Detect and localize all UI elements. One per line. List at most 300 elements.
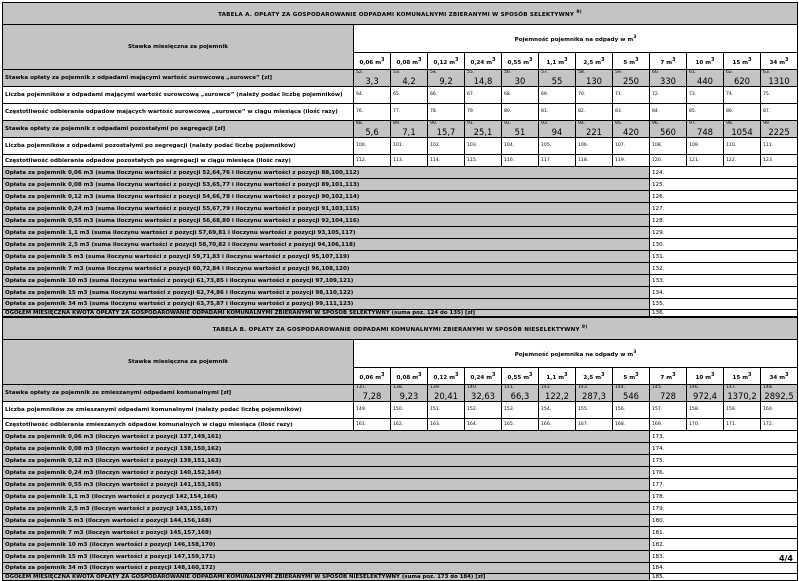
container-size	[650, 368, 687, 385]
rate-value: 330	[660, 76, 676, 86]
input-cell[interactable]	[354, 87, 391, 104]
container-size-label: 0,12 m	[433, 374, 456, 381]
input-cell[interactable]	[391, 138, 428, 155]
input-cell[interactable]	[761, 419, 798, 431]
position-number: 105.	[541, 143, 552, 148]
position-number: 65.	[393, 92, 401, 97]
fee-input[interactable]	[650, 527, 798, 539]
input-cell[interactable]	[465, 104, 502, 121]
input-cell[interactable]	[391, 402, 428, 419]
container-size-label: 0,06 m	[359, 59, 382, 66]
input-cell[interactable]	[576, 87, 613, 104]
position-number: 146.	[689, 385, 700, 390]
container-size	[354, 53, 391, 70]
table-title	[3, 318, 798, 340]
rate-cell	[465, 121, 502, 138]
fee-input[interactable]	[650, 299, 798, 310]
input-cell[interactable]	[687, 87, 724, 104]
position-number: 80.	[504, 109, 512, 114]
fee-input[interactable]	[650, 443, 798, 455]
position-number: 113.	[393, 157, 404, 163]
table-row	[3, 138, 798, 155]
input-cell[interactable]	[539, 138, 576, 155]
position-number: 183.	[652, 553, 665, 560]
rate-cell	[687, 70, 724, 87]
fee-label-text: Opłata za pojemnik 0,55 m3 (iloczyn wartości z pozycji 141,153,165)	[5, 481, 222, 488]
input-cell[interactable]	[465, 402, 502, 419]
fee-input[interactable]	[650, 179, 798, 191]
input-cell[interactable]	[724, 104, 761, 121]
fee-label	[3, 215, 650, 227]
position-number: 111.	[763, 143, 774, 148]
position-number: 90.	[430, 121, 438, 126]
row-label	[3, 402, 354, 419]
position-number: 150.	[393, 407, 404, 412]
container-size	[761, 53, 798, 70]
fee-label	[3, 479, 650, 491]
rate-value: 1054	[731, 127, 753, 137]
input-cell[interactable]	[724, 402, 761, 419]
position-number: 108.	[652, 143, 663, 148]
position-number: 125.	[652, 181, 665, 188]
fee-input[interactable]	[650, 491, 798, 503]
input-cell[interactable]	[354, 155, 391, 167]
fee-label	[3, 563, 650, 574]
position-number: 169.	[652, 421, 663, 427]
position-number: 167.	[578, 421, 589, 427]
fee-row	[3, 191, 798, 203]
container-size-label: 1,1 m	[546, 374, 565, 381]
fee-label	[3, 251, 650, 263]
input-cell[interactable]	[576, 419, 613, 431]
position-number: 104.	[504, 143, 515, 148]
position-number: 177.	[652, 481, 665, 488]
input-cell[interactable]	[724, 419, 761, 431]
position-number: 157.	[652, 407, 663, 412]
rate-value: 3,3	[365, 76, 379, 86]
container-size	[687, 53, 724, 70]
fee-row	[3, 167, 798, 179]
input-cell[interactable]	[613, 155, 650, 167]
fee-row	[3, 179, 798, 191]
position-number: 85.	[689, 109, 697, 114]
capacity-header-text: Pojemność pojemnika na odpady w m	[514, 351, 634, 358]
input-cell[interactable]	[428, 138, 465, 155]
rate-value: 620	[734, 76, 750, 86]
fee-row	[3, 431, 798, 443]
row-label-text: Stawka opłaty za pojemnik z odpadami mającymi wartość surowcową „surowce” [zł]	[5, 75, 273, 81]
position-number: 126.	[652, 193, 665, 200]
fee-label	[3, 551, 650, 563]
fee-label-text: Opłata za pojemnik 2,5 m3 (iloczyn wartości z pozycji 143,155,167)	[5, 505, 218, 512]
input-cell[interactable]	[576, 138, 613, 155]
rate-cell	[428, 385, 465, 402]
container-size-label: 7 m	[660, 59, 673, 66]
fee-input[interactable]	[650, 287, 798, 299]
input-cell[interactable]	[724, 155, 761, 167]
fee-input[interactable]	[650, 227, 798, 239]
input-cell[interactable]	[613, 402, 650, 419]
rate-cell	[576, 70, 613, 87]
input-cell[interactable]	[613, 104, 650, 121]
position-number: 70.	[578, 92, 586, 97]
fee-label	[3, 539, 650, 551]
position-number: 110.	[726, 143, 737, 148]
input-cell[interactable]	[391, 87, 428, 104]
position-number: 155.	[578, 407, 589, 412]
position-number: 72.	[652, 92, 660, 97]
fee-label	[3, 263, 650, 275]
fee-label	[3, 227, 650, 239]
fee-label-text: Opłata za pojemnik 10 m3 (iloczyn wartości z pozycji 146,158,170)	[5, 541, 216, 548]
input-cell[interactable]	[650, 104, 687, 121]
fee-label-text: Opłata za pojemnik 7 m3 (iloczyn wartości z pozycji 145,157,169)	[5, 529, 212, 536]
position-number: 160.	[763, 407, 774, 412]
rate-value: 2225	[768, 127, 790, 137]
position-number: 142.	[541, 385, 552, 390]
input-cell[interactable]	[502, 138, 539, 155]
rate-cell	[613, 385, 650, 402]
position-number: 64.	[356, 92, 364, 97]
position-number: 133.	[652, 277, 665, 284]
container-size	[761, 368, 798, 385]
fee-label	[3, 203, 650, 215]
fee-label-text: Opłata za pojemnik 0,12 m3 (suma iloczynu wartości z pozycji 54,66,78 i iloczynu wartości z pozycji 90,102,114)	[5, 193, 360, 200]
position-number: 114.	[430, 157, 441, 163]
position-number: 161.	[356, 421, 367, 427]
fee-row	[3, 275, 798, 287]
input-cell[interactable]	[650, 155, 687, 167]
rate-value: 7,28	[362, 391, 382, 401]
total-label	[3, 574, 650, 581]
rate-value: 287,3	[582, 391, 606, 401]
input-cell[interactable]	[502, 87, 539, 104]
fee-label	[3, 179, 650, 191]
input-cell[interactable]	[576, 155, 613, 167]
input-cell[interactable]	[576, 104, 613, 121]
position-number: 121.	[689, 157, 700, 163]
rate-cell	[576, 385, 613, 402]
fee-input[interactable]	[650, 263, 798, 275]
position-number: 168.	[615, 421, 626, 427]
input-cell[interactable]	[428, 419, 465, 431]
input-cell[interactable]	[354, 419, 391, 431]
table-title-text: TABELA B. OPŁATY ZA GOSPODAROWANIE ODPADAMI KOMUNALNYMI ZBIERANYMI W SPOSÓB NIESELEKTYWNY	[212, 326, 580, 333]
fee-label-text: Opłata za pojemnik 5 m3 (iloczyn wartości z pozycji 144,156,168)	[5, 517, 212, 524]
container-size-unit: 3	[711, 56, 715, 63]
position-number: 159.	[726, 407, 737, 412]
position-number: 83.	[615, 109, 623, 114]
fee-input[interactable]	[650, 503, 798, 515]
fee-row	[3, 551, 798, 563]
table-row	[3, 419, 798, 431]
fee-label	[3, 515, 650, 527]
position-number: 165.	[504, 421, 515, 427]
fee-input[interactable]	[650, 215, 798, 227]
input-cell[interactable]	[391, 155, 428, 167]
position-number: 54.	[430, 70, 438, 75]
rate-cell	[354, 70, 391, 87]
position-number: 91.	[467, 121, 475, 126]
capacity-header	[354, 340, 798, 368]
input-cell[interactable]	[428, 155, 465, 167]
container-size-unit: 3	[529, 371, 533, 378]
position-number: 101.	[393, 143, 404, 148]
fee-label	[3, 527, 650, 539]
position-number: 135.	[652, 301, 665, 307]
position-number: 124.	[652, 169, 665, 176]
input-cell[interactable]	[613, 87, 650, 104]
fee-label-text: Opłata za pojemnik 0,55 m3 (suma iloczynu wartości z pozycji 56,68,80 i iloczynu wartości z pozycji 92,104,116)	[5, 217, 360, 224]
position-number: 171.	[726, 421, 737, 427]
input-cell[interactable]	[687, 419, 724, 431]
table-b	[2, 317, 798, 581]
fee-input[interactable]	[650, 275, 798, 287]
fee-label	[3, 467, 650, 479]
container-size-label: 0,12 m	[433, 59, 456, 66]
input-cell[interactable]	[576, 402, 613, 419]
fee-row	[3, 563, 798, 574]
container-size-label: 2,5 m	[583, 374, 602, 381]
input-cell[interactable]	[613, 419, 650, 431]
fee-input[interactable]	[650, 239, 798, 251]
rate-cell	[724, 385, 761, 402]
container-size	[613, 53, 650, 70]
total-input[interactable]	[650, 574, 798, 581]
position-number: 170.	[689, 421, 700, 427]
total-label-text: OGÓŁEM MIESIĘCZNA KWOTA OPŁATY ZA GOSPODAROWANIE ODPADAMI KOMUNALNYMI ZBIERANYMI W SPOSÓB SELEKTYWNY (suma poz. 124 do 135) [zł]	[5, 310, 476, 316]
fee-input[interactable]	[650, 191, 798, 203]
fee-input[interactable]	[650, 167, 798, 179]
fee-input[interactable]	[650, 251, 798, 263]
input-cell[interactable]	[724, 87, 761, 104]
rate-value: 748	[697, 127, 713, 137]
total-input[interactable]	[650, 310, 798, 317]
row-label	[3, 138, 354, 155]
container-size-unit: 3	[455, 371, 459, 378]
input-cell[interactable]	[539, 87, 576, 104]
input-cell[interactable]	[428, 87, 465, 104]
input-cell[interactable]	[650, 87, 687, 104]
container-size-unit: 3	[785, 56, 789, 63]
container-size-unit: 3	[635, 56, 639, 63]
position-number: 138.	[393, 385, 404, 390]
fee-row	[3, 467, 798, 479]
container-size-label: 0,24 m	[470, 59, 493, 66]
position-number: 107.	[615, 143, 626, 148]
rate-value: 94	[551, 127, 563, 137]
position-number: 87.	[763, 109, 771, 114]
fee-row	[3, 287, 798, 299]
input-cell[interactable]	[539, 402, 576, 419]
fee-label-text: Opłata za pojemnik 34 m3 (iloczyn wartości z pozycji 148,160,172)	[5, 565, 216, 571]
input-cell[interactable]	[613, 138, 650, 155]
input-cell[interactable]	[354, 104, 391, 121]
fee-input[interactable]	[650, 515, 798, 527]
container-size	[576, 53, 613, 70]
input-cell[interactable]	[391, 419, 428, 431]
rate-value: 546	[623, 391, 639, 401]
total-label-text: OGÓŁEM MIESIĘCZNA KWOTA OPŁATY ZA GOSPODAROWANIE ODPADAMI KOMUNALNYMI ZBIERANYMI W SPOSÓB NIESELEKTYWNY (suma poz. 173 do 184) [zł]	[5, 574, 486, 580]
input-cell[interactable]	[465, 87, 502, 104]
row-label-text: Stawka opłaty za pojemnik z odpadami pozostałymi po segregacji [zł]	[5, 126, 226, 132]
position-number: 156.	[615, 407, 626, 412]
container-size-unit: 3	[601, 371, 605, 378]
rate-value: 440	[697, 76, 713, 86]
fee-label-text: Opłata za pojemnik 15 m3 (iloczyn wartości z pozycji 147,159,171)	[5, 553, 216, 560]
fee-row	[3, 215, 798, 227]
input-cell[interactable]	[761, 402, 798, 419]
form-sheet	[2, 2, 797, 581]
input-cell[interactable]	[687, 155, 724, 167]
total-row	[3, 310, 798, 317]
input-cell[interactable]	[428, 402, 465, 419]
input-cell[interactable]	[687, 104, 724, 121]
container-size	[391, 368, 428, 385]
input-cell[interactable]	[465, 419, 502, 431]
input-cell[interactable]	[502, 419, 539, 431]
position-number: 84.	[652, 109, 660, 114]
input-cell[interactable]	[761, 87, 798, 104]
rate-cell	[502, 70, 539, 87]
position-number: 123.	[763, 157, 774, 163]
input-cell[interactable]	[502, 155, 539, 167]
rate-cell	[761, 70, 798, 87]
container-size-unit: 3	[418, 56, 422, 63]
container-size	[539, 53, 576, 70]
container-size	[613, 368, 650, 385]
footnote-ref: 9)	[581, 324, 588, 330]
position-number: 184.	[652, 565, 665, 571]
fee-label-text: Opłata za pojemnik 34 m3 (suma iloczynu wartości z pozycji 63,75,87 i iloczynu wartości z pozycji 99,111,123)	[5, 301, 354, 307]
fee-label-text: Opłata za pojemnik 1,1 m3 (iloczyn wartości z pozycji 142,154,166)	[5, 493, 218, 500]
position-number: 82.	[578, 109, 586, 114]
page-number: 4/4	[778, 554, 793, 563]
container-size	[687, 368, 724, 385]
container-size-unit: 3	[529, 56, 533, 63]
fee-label	[3, 503, 650, 515]
rate-value: 51	[514, 127, 526, 137]
fee-label-text: Opłata za pojemnik 0,24 m3 (iloczyn wartości z pozycji 140,152,164)	[5, 469, 222, 476]
rate-cell	[539, 70, 576, 87]
position-number: 76.	[356, 109, 364, 114]
rate-cell	[391, 385, 428, 402]
table-title-text: TABELA A. OPŁATY ZA GOSPODAROWANIE ODPADAMI KOMUNALNYMI ZBIERANYMI W SPOSÓB SELEKTYWNY	[218, 11, 575, 18]
input-cell[interactable]	[761, 104, 798, 121]
container-size-label: 0,24 m	[470, 374, 493, 381]
fee-input[interactable]	[650, 431, 798, 443]
table-title	[3, 3, 798, 25]
row-label-text: Liczba pojemników ze zmieszanymi odpadami komunalnymi (należy podać liczbę pojemników)	[5, 407, 302, 413]
row-label	[3, 385, 354, 402]
fee-label	[3, 191, 650, 203]
fee-input[interactable]	[650, 563, 798, 574]
position-number: 149.	[356, 407, 367, 412]
row-label-text: Częstotliwość odbierania odpadów pozostałych po segregacji w ciągu miesiąca (ilość razy)	[5, 157, 291, 164]
fee-input[interactable]	[650, 479, 798, 491]
fee-input[interactable]	[650, 551, 798, 563]
input-cell[interactable]	[354, 138, 391, 155]
position-number: 178.	[652, 493, 665, 500]
fee-row	[3, 299, 798, 310]
position-number: 95.	[615, 121, 623, 126]
rate-cell	[428, 121, 465, 138]
input-cell[interactable]	[539, 155, 576, 167]
position-number: 181.	[652, 529, 665, 536]
container-size	[650, 53, 687, 70]
input-cell[interactable]	[650, 138, 687, 155]
input-cell[interactable]	[650, 402, 687, 419]
input-cell[interactable]	[502, 402, 539, 419]
rate-cell	[391, 70, 428, 87]
rate-value: 32,63	[471, 391, 495, 401]
rate-cell	[687, 121, 724, 138]
rate-cell	[539, 385, 576, 402]
position-number: 74.	[726, 92, 734, 97]
position-number: 57.	[541, 70, 549, 75]
input-cell[interactable]	[539, 419, 576, 431]
container-size-unit: 3	[711, 371, 715, 378]
row-label-text: Częstotliwość odbierania zmieszanych odpadów komunalnych w ciągu miesiąca (ilość razy)	[5, 421, 293, 428]
position-number: 61.	[689, 70, 697, 75]
input-cell[interactable]	[761, 155, 798, 167]
input-cell[interactable]	[391, 104, 428, 121]
rate-cell	[465, 70, 502, 87]
fee-label-text: Opłata za pojemnik 5 m3 (suma iloczynu wartości z pozycji 59,71,83 i iloczynu wartości z pozycji 95,107,119)	[5, 253, 350, 260]
position-number: 94.	[578, 121, 586, 126]
input-cell[interactable]	[687, 138, 724, 155]
table-row	[3, 104, 798, 121]
rate-value: 1370,2	[727, 391, 757, 401]
total-label	[3, 310, 650, 317]
container-size-unit: 3	[418, 371, 422, 378]
input-cell[interactable]	[724, 138, 761, 155]
fee-input[interactable]	[650, 203, 798, 215]
row-label	[3, 155, 354, 167]
container-size-label: 0,08 m	[396, 374, 419, 381]
position-number: 151.	[430, 407, 441, 412]
container-size-unit: 3	[492, 371, 496, 378]
position-number: 122.	[726, 157, 737, 163]
container-size-label: 10 m	[695, 374, 712, 381]
position-number: 176.	[652, 469, 665, 476]
input-cell[interactable]	[539, 104, 576, 121]
position-number: 166.	[541, 421, 552, 427]
fee-input[interactable]	[650, 539, 798, 551]
rate-value: 55	[551, 76, 563, 86]
fee-row	[3, 203, 798, 215]
fee-input[interactable]	[650, 455, 798, 467]
container-size	[502, 368, 539, 385]
rate-cell	[613, 70, 650, 87]
fee-input[interactable]	[650, 467, 798, 479]
input-cell[interactable]	[650, 419, 687, 431]
input-cell[interactable]	[354, 402, 391, 419]
container-size-label: 10 m	[695, 59, 712, 66]
total-row	[3, 574, 798, 581]
input-cell[interactable]	[465, 155, 502, 167]
input-cell[interactable]	[502, 104, 539, 121]
position-number: 116.	[504, 157, 515, 163]
position-number: 79.	[467, 109, 475, 114]
input-cell[interactable]	[687, 402, 724, 419]
input-cell[interactable]	[428, 104, 465, 121]
input-cell[interactable]	[761, 138, 798, 155]
position-number: 173.	[652, 433, 665, 440]
row-label	[3, 419, 354, 431]
input-cell[interactable]	[465, 138, 502, 155]
fee-row	[3, 239, 798, 251]
